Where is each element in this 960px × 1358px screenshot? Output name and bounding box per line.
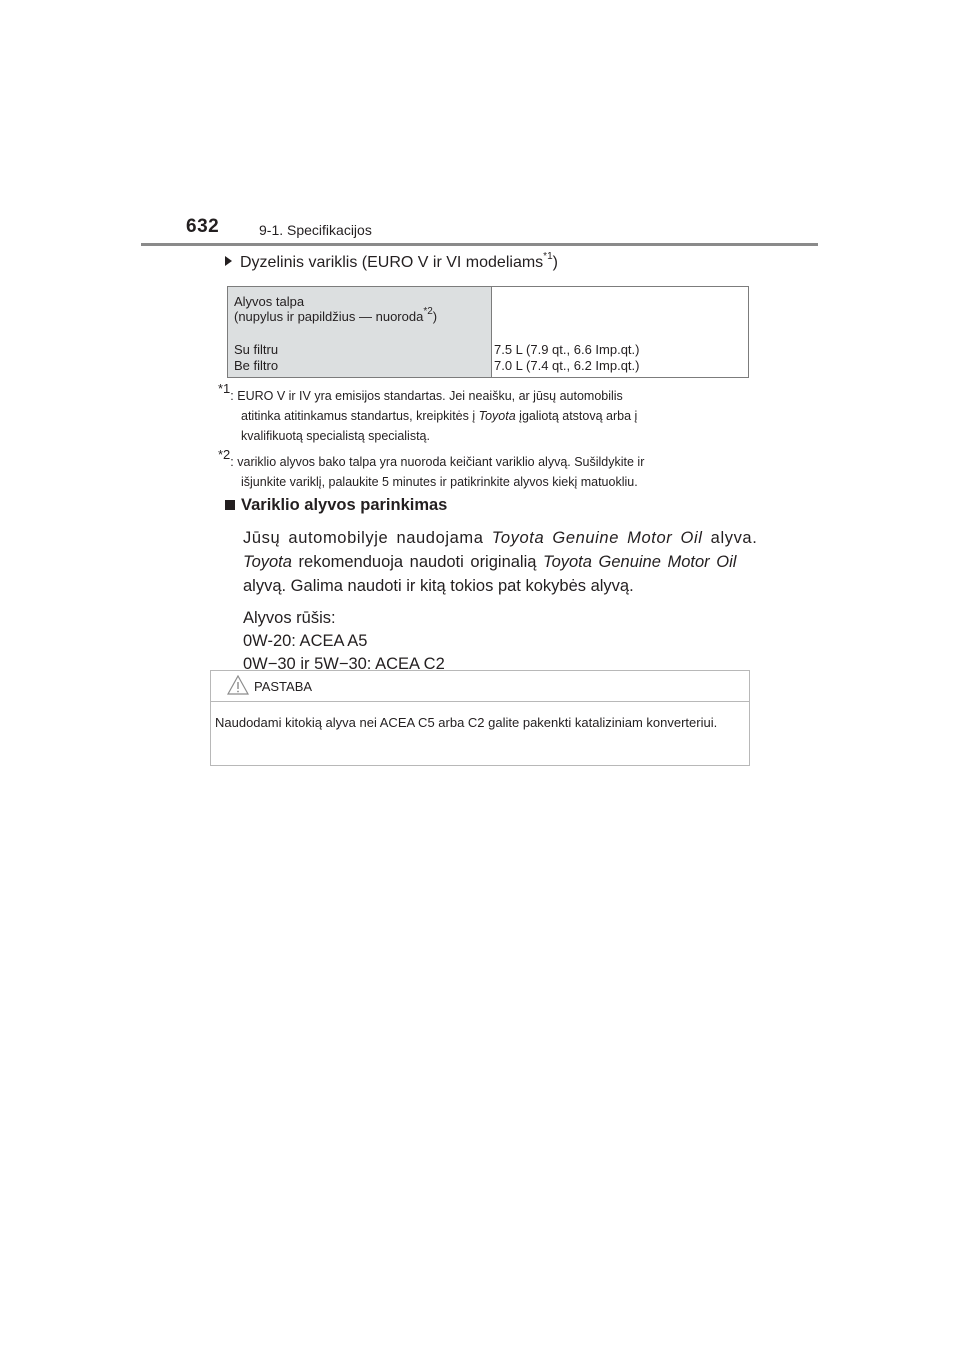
section-title: 9-1. Specifikacijos — [259, 222, 372, 238]
footnote-text: : variklio alyvos bako talpa yra nuoroda keičiant variklio alyvą. Sušildykite ir — [230, 455, 645, 469]
oil-selection-heading: Variklio alyvos parinkimas — [225, 496, 447, 515]
footnote-text: : EURO V ir IV yra emisijos standartas. Jei neaišku, ar jūsų automobilis — [230, 389, 623, 403]
warning-triangle-icon — [227, 675, 249, 695]
notice-header — [211, 671, 749, 702]
oil-paragraph-line2: Toyota rekomenduoja naudoti originalią Toyota Genuine Motor Oil — [243, 553, 737, 571]
footnote-text: atitinka atitinkamus standartus, kreipkitės į — [241, 409, 479, 423]
notice-title: PASTABA — [254, 679, 313, 694]
table-label-column — [228, 287, 492, 377]
table-row-label: Su filtru — [234, 342, 279, 357]
table-value-column — [492, 287, 748, 377]
subheading-close: ) — [552, 254, 558, 271]
footnote-brand: Toyota — [478, 409, 516, 423]
oil-paragraph-line1: Jūsų automobilyje naudojama Toyota Genuine Motor Oil alyva. — [243, 529, 758, 547]
oil-capacity-table — [227, 286, 749, 378]
table-title-line1: Alyvos talpa — [234, 294, 305, 309]
footnote-2 — [218, 446, 744, 492]
oil-type-item: 0W−30 ir 5W−30: ACEA C2 — [243, 655, 445, 673]
subheading-ref: *1 — [543, 250, 553, 262]
footnote-marker: *1 — [218, 380, 231, 396]
table-title-close: ) — [432, 309, 438, 324]
header-divider — [141, 243, 818, 246]
subheading — [225, 250, 558, 272]
footnote-1 — [218, 380, 744, 446]
subheading-text: Dyzelinis variklis (EURO V ir VI modeliams — [240, 254, 544, 271]
brand-text: Toyota Genuine Motor Oil — [491, 529, 703, 547]
table-row-value: 7.5 L (7.9 qt., 6.6 Imp.qt.) — [494, 342, 640, 357]
footnote-text: išjunkite variklį, palaukite 5 minutes ir patikrinkite alyvos kiekį matuokliu. — [241, 475, 638, 489]
oil-type-item: 0W-20: ACEA A5 — [243, 632, 368, 650]
footnote-marker: *2 — [218, 446, 231, 462]
table-title-text: (nupylus ir papildžius — nuoroda — [234, 309, 424, 324]
footnote-text: kvalifikuotą specialistą specialistą. — [241, 429, 430, 443]
oil-paragraph-line3: alyvą. Galima naudoti ir kitą tokios pat kokybės alyvą. — [243, 577, 634, 595]
page-number: 632 — [186, 216, 220, 237]
table-row-value: 7.0 L (7.4 qt., 6.2 Imp.qt.) — [494, 358, 640, 373]
notice-text: Naudodami kitokią alyva nei ACEA C5 arba C2 galite pakenkti kataliziniam konverteriui. — [215, 715, 718, 730]
notice-box — [210, 670, 750, 766]
table-title-line2 — [234, 305, 438, 324]
brand-text: Toyota Genuine Motor Oil — [543, 553, 737, 571]
table-row-label: Be filtro — [234, 358, 279, 373]
square-bullet-icon — [225, 500, 235, 510]
table-title-ref: *2 — [423, 305, 433, 317]
triangle-bullet-icon — [225, 256, 232, 266]
footnote-text: įgaliotą atstovą arba į — [515, 409, 638, 423]
brand-text: Toyota — [243, 553, 292, 571]
oil-type-label: Alyvos rūšis: — [243, 609, 336, 627]
